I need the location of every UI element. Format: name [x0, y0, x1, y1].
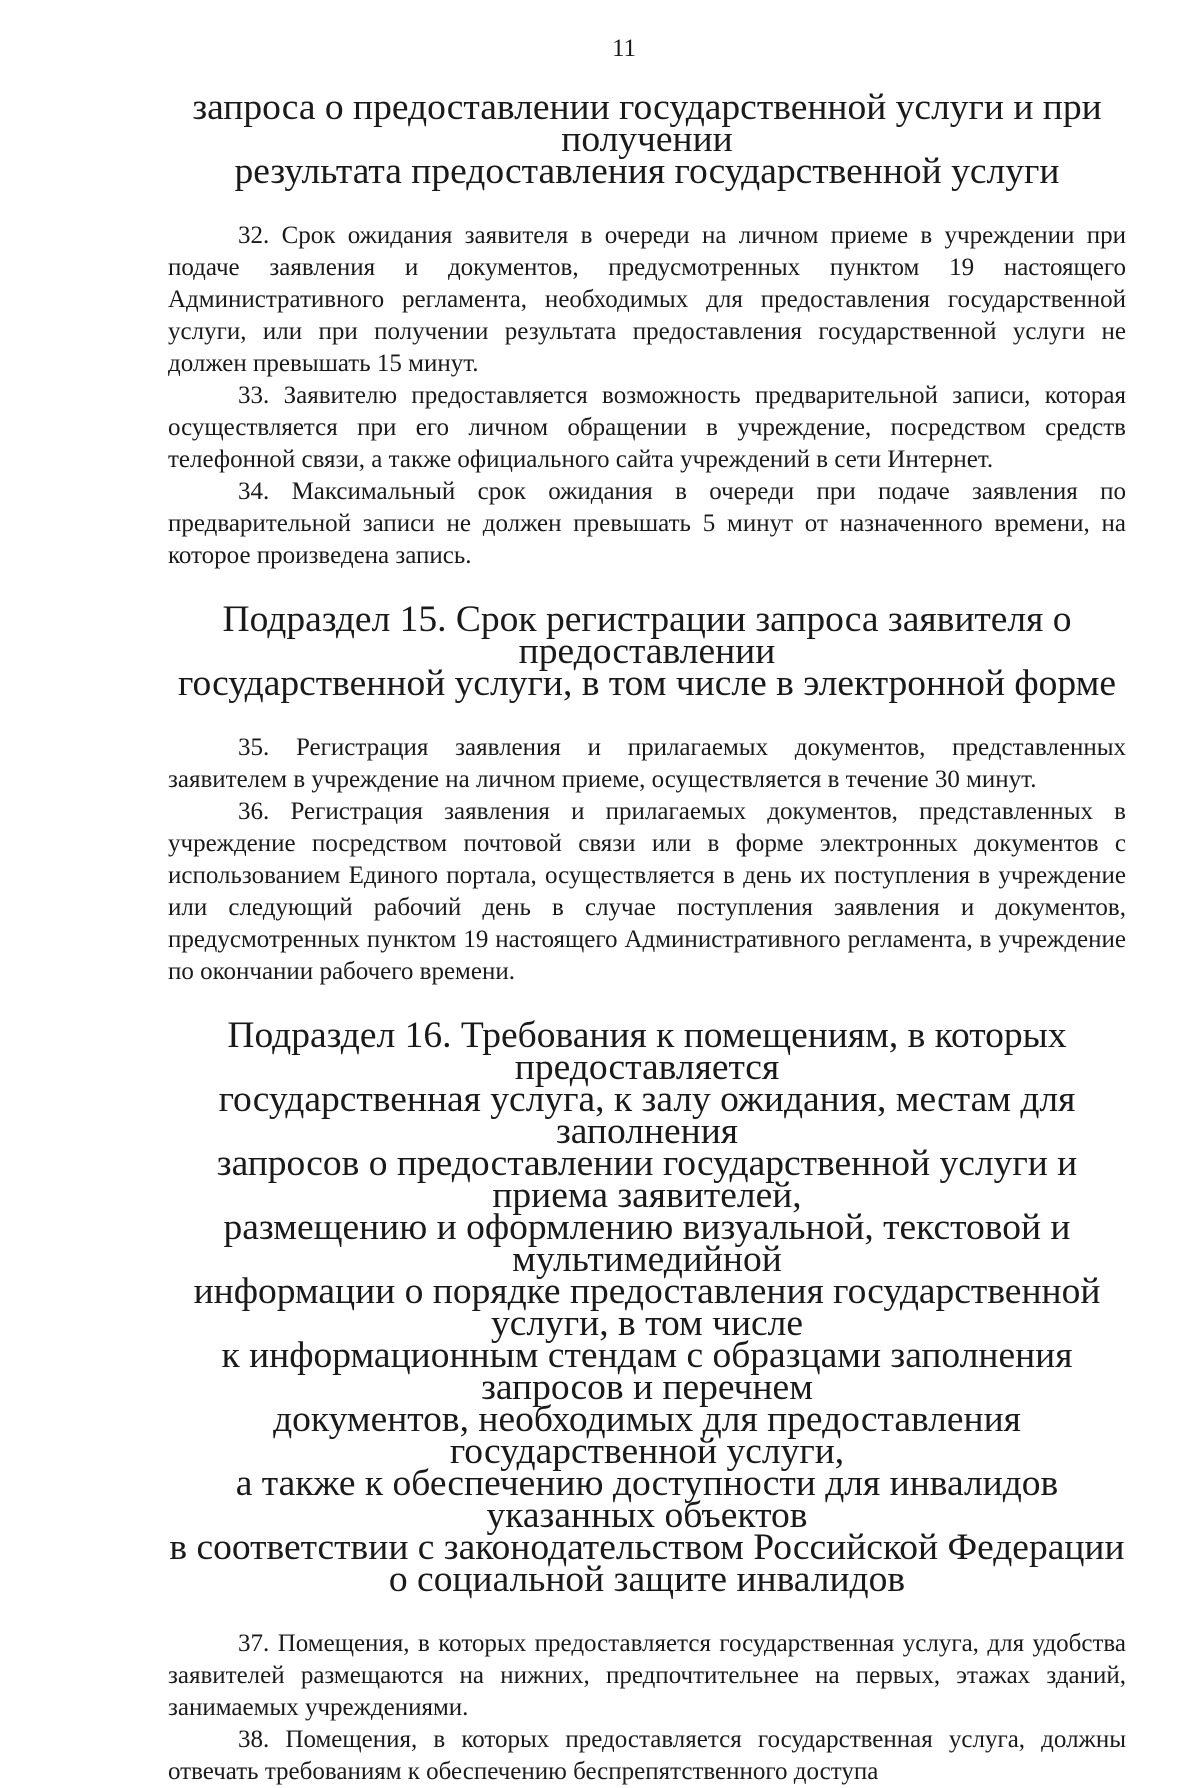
paragraph-36: 36. Регистрация заявления и прилагаемых документов, представленных в учреждение посредством почтовой связи или в форме электронных документов с использованием Единого портала, осуществляется в день их поступления в учреждение или следующий рабочий день в случае поступления заявления и документов, предусмотренных пунктом 19 настоящего Административного регламента, в учреждение по окончании рабочего времени.: [168, 798, 1126, 985]
heading-line: к информационным стендам с образцами заполнения запросов и перечнем: [221, 1335, 1073, 1408]
page-number: 11: [611, 35, 637, 62]
heading-line: в соответствии с законодательством Российской Федерации: [169, 1527, 1125, 1568]
heading-line: государственная услуга, к залу ожидания, местам для заполнения: [218, 1079, 1076, 1152]
heading-line: о социальной защите инвалидов: [388, 1559, 906, 1600]
heading-line: запроса о предоставлении государственной услуги и при получении: [192, 87, 1102, 160]
paragraph-38: 38. Помещения, в которых предоставляется государственная услуга, должны отвечать требованиям к обеспечению беспрепятственного доступа: [168, 1726, 1126, 1785]
heading-line: информации о порядке предоставления государственной услуги, в том числе: [193, 1271, 1101, 1344]
paragraph-37: 37. Помещения, в которых предоставляется государственная услуга, для удобства заявителей размещаются на нижних, предпочтительнее на первых, этажах зданий, занимаемых учреждениями.: [168, 1630, 1126, 1721]
paragraph-35: 35. Регистрация заявления и прилагаемых документов, представленных заявителем в учреждение на личном приеме, осуществляется в течение 30 минут.: [168, 734, 1126, 793]
heading-line: документов, необходимых для предоставления государственной услуги,: [273, 1399, 1021, 1472]
heading-line: государственной услуги, в том числе в электронной форме: [178, 663, 1116, 704]
heading-line: результата предоставления государственной услуги: [234, 151, 1060, 192]
subsection-15-heading: [168, 599, 1126, 704]
heading-line: размещению и оформлению визуальной, текстовой и мультимедийной: [223, 1207, 1071, 1280]
heading-line: запросов о предоставлении государственной услуги и приема заявителей,: [216, 1143, 1078, 1216]
paragraph-33: 33. Заявителю предоставляется возможность предварительной записи, которая осуществляется при его личном обращении в учреждение, посредством средств телефонной связи, а также официального сайта учреждений в сети Интернет.: [168, 382, 1126, 473]
document-body: [168, 87, 1126, 1788]
heading-line: Подраздел 16. Требования к помещениям, в которых предоставляется: [227, 1015, 1067, 1088]
heading-line: а также к обеспечению доступности для инвалидов указанных объектов: [235, 1463, 1059, 1536]
subsection-16-heading: [168, 1015, 1126, 1600]
section-heading-continued: [168, 87, 1126, 192]
heading-line: Подраздел 15. Срок регистрации запроса заявителя о предоставлении: [222, 599, 1072, 672]
paragraph-32: 32. Срок ожидания заявителя в очереди на личном приеме в учреждении при подаче заявления и документов, предусмотренных пунктом 19 настоящего Административного регламента, необходимых для предоставления государственной услуги, или при получении результата предоставления государственной услуги не должен превышать 15 минут.: [168, 222, 1126, 377]
paragraph-34: 34. Максимальный срок ожидания в очереди при подаче заявления по предварительной записи не должен превышать 5 минут от назначенного времени, на которое произведена запись.: [168, 478, 1126, 569]
